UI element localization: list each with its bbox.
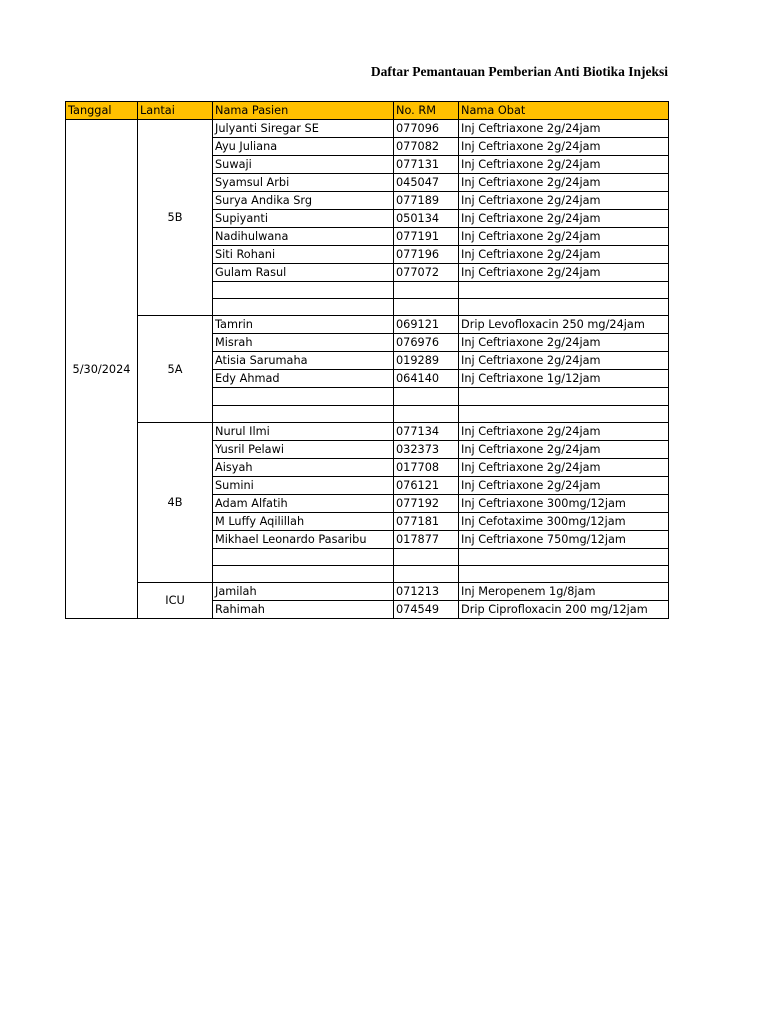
- cell-no-rm: 077072: [394, 264, 459, 282]
- cell-nama-obat: Inj Ceftriaxone 2g/24jam: [459, 120, 669, 138]
- cell-nama-pasien: Yusril Pelawi: [213, 440, 394, 458]
- cell-lantai: 5A: [138, 316, 213, 422]
- cell-nama-pasien: [213, 299, 394, 316]
- cell-no-rm: 077196: [394, 246, 459, 264]
- cell-lantai: ICU: [138, 583, 213, 619]
- cell-nama-obat: Inj Ceftriaxone 2g/24jam: [459, 264, 669, 282]
- cell-nama-obat: Inj Ceftriaxone 300mg/12jam: [459, 494, 669, 512]
- cell-nama-obat: Inj Ceftriaxone 2g/24jam: [459, 228, 669, 246]
- cell-nama-obat: Inj Ceftriaxone 2g/24jam: [459, 476, 669, 494]
- cell-no-rm: 077192: [394, 494, 459, 512]
- cell-no-rm: 076121: [394, 476, 459, 494]
- cell-nama-pasien: Julyanti Siregar SE: [213, 120, 394, 138]
- cell-nama-pasien: Suwaji: [213, 156, 394, 174]
- cell-nama-pasien: Siti Rohani: [213, 246, 394, 264]
- cell-no-rm: 077131: [394, 156, 459, 174]
- cell-nama-obat: Inj Ceftriaxone 750mg/12jam: [459, 530, 669, 548]
- cell-nama-obat: [459, 282, 669, 299]
- cell-no-rm: [394, 299, 459, 316]
- cell-nama-obat: [459, 405, 669, 422]
- cell-nama-obat: Inj Ceftriaxone 2g/24jam: [459, 458, 669, 476]
- cell-no-rm: 077082: [394, 138, 459, 156]
- cell-nama-obat: Inj Ceftriaxone 1g/12jam: [459, 370, 669, 388]
- header-lantai: Lantai: [138, 102, 213, 120]
- cell-no-rm: 017877: [394, 530, 459, 548]
- cell-nama-obat: [459, 548, 669, 565]
- cell-nama-obat: Drip Ciprofloxacin 200 mg/12jam: [459, 601, 669, 619]
- cell-no-rm: 076976: [394, 334, 459, 352]
- cell-nama-pasien: Ayu Juliana: [213, 138, 394, 156]
- cell-nama-pasien: Surya Andika Srg: [213, 192, 394, 210]
- cell-no-rm: 077134: [394, 422, 459, 440]
- cell-nama-pasien: Supiyanti: [213, 210, 394, 228]
- cell-nama-obat: Inj Cefotaxime 300mg/12jam: [459, 512, 669, 530]
- cell-nama-pasien: [213, 548, 394, 565]
- cell-nama-obat: Inj Ceftriaxone 2g/24jam: [459, 246, 669, 264]
- cell-nama-pasien: Jamilah: [213, 583, 394, 601]
- cell-nama-obat: [459, 565, 669, 582]
- cell-nama-obat: Inj Ceftriaxone 2g/24jam: [459, 192, 669, 210]
- cell-nama-obat: Inj Ceftriaxone 2g/24jam: [459, 352, 669, 370]
- table-row: [66, 316, 669, 334]
- table-row: [66, 583, 669, 601]
- cell-no-rm: 017708: [394, 458, 459, 476]
- cell-nama-pasien: Gulam Rasul: [213, 264, 394, 282]
- cell-lantai: 4B: [138, 422, 213, 582]
- cell-nama-pasien: Sumini: [213, 476, 394, 494]
- cell-no-rm: [394, 282, 459, 299]
- table-header-row: [66, 102, 669, 120]
- cell-nama-obat: [459, 299, 669, 316]
- cell-no-rm: 077189: [394, 192, 459, 210]
- antibiotic-table: [65, 101, 669, 619]
- cell-nama-pasien: Nadihulwana: [213, 228, 394, 246]
- header-nama-pasien: Nama Pasien: [213, 102, 394, 120]
- cell-nama-pasien: Rahimah: [213, 601, 394, 619]
- cell-no-rm: 077096: [394, 120, 459, 138]
- cell-no-rm: [394, 405, 459, 422]
- header-tanggal: Tanggal: [66, 102, 138, 120]
- cell-nama-obat: Inj Ceftriaxone 2g/24jam: [459, 334, 669, 352]
- table-row: [66, 422, 669, 440]
- cell-nama-pasien: [213, 388, 394, 405]
- cell-no-rm: 069121: [394, 316, 459, 334]
- cell-nama-obat: Inj Ceftriaxone 2g/24jam: [459, 156, 669, 174]
- cell-nama-pasien: Adam Alfatih: [213, 494, 394, 512]
- cell-nama-pasien: Misrah: [213, 334, 394, 352]
- document-title: Daftar Pemantauan Pemberian Anti Biotika Injeksi: [370, 64, 668, 79]
- cell-no-rm: 071213: [394, 583, 459, 601]
- cell-nama-pasien: Tamrin: [213, 316, 394, 334]
- cell-nama-obat: [459, 388, 669, 405]
- cell-no-rm: 032373: [394, 440, 459, 458]
- cell-no-rm: [394, 548, 459, 565]
- cell-nama-pasien: Syamsul Arbi: [213, 174, 394, 192]
- cell-tanggal: 5/30/2024: [66, 120, 138, 619]
- table-row: [66, 120, 669, 138]
- cell-no-rm: 077181: [394, 512, 459, 530]
- cell-nama-pasien: M Luffy Aqilillah: [213, 512, 394, 530]
- cell-no-rm: 077191: [394, 228, 459, 246]
- cell-nama-pasien: Mikhael Leonardo Pasaribu: [213, 530, 394, 548]
- cell-nama-obat: Inj Ceftriaxone 2g/24jam: [459, 174, 669, 192]
- cell-no-rm: 050134: [394, 210, 459, 228]
- header-no-rm: No. RM: [394, 102, 459, 120]
- cell-no-rm: [394, 388, 459, 405]
- cell-no-rm: [394, 565, 459, 582]
- cell-no-rm: 064140: [394, 370, 459, 388]
- header-nama-obat: Nama Obat: [459, 102, 669, 120]
- cell-nama-obat: Inj Ceftriaxone 2g/24jam: [459, 138, 669, 156]
- cell-nama-obat: Inj Ceftriaxone 2g/24jam: [459, 422, 669, 440]
- cell-no-rm: 045047: [394, 174, 459, 192]
- cell-lantai: 5B: [138, 120, 213, 316]
- cell-nama-pasien: [213, 565, 394, 582]
- cell-nama-pasien: Atisia Sarumaha: [213, 352, 394, 370]
- cell-nama-pasien: [213, 405, 394, 422]
- cell-nama-obat: Inj Ceftriaxone 2g/24jam: [459, 440, 669, 458]
- cell-nama-obat: Inj Ceftriaxone 2g/24jam: [459, 210, 669, 228]
- cell-nama-pasien: Nurul Ilmi: [213, 422, 394, 440]
- cell-nama-obat: Drip Levofloxacin 250 mg/24jam: [459, 316, 669, 334]
- cell-nama-pasien: [213, 282, 394, 299]
- cell-no-rm: 019289: [394, 352, 459, 370]
- cell-nama-obat: Inj Meropenem 1g/8jam: [459, 583, 669, 601]
- cell-no-rm: 074549: [394, 601, 459, 619]
- cell-nama-pasien: Aisyah: [213, 458, 394, 476]
- cell-nama-pasien: Edy Ahmad: [213, 370, 394, 388]
- table-body: [66, 120, 669, 619]
